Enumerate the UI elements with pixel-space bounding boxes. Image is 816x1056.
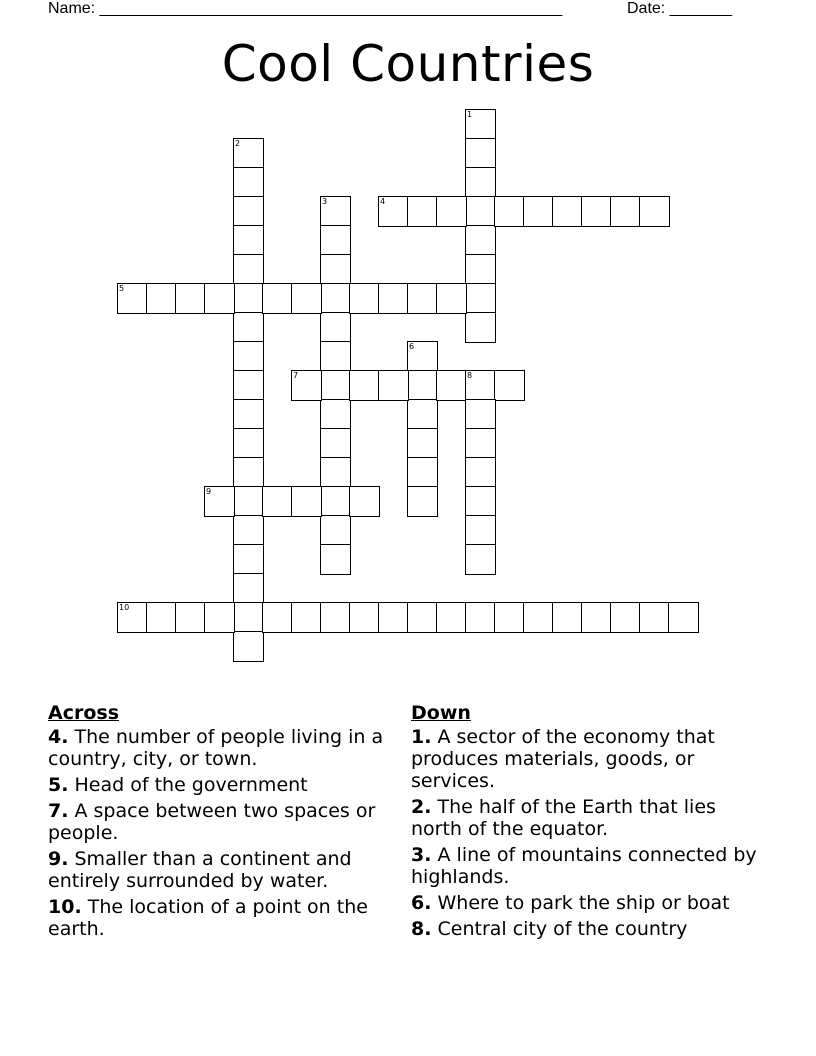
grid-cell[interactable] [204,283,235,314]
grid-cell[interactable] [320,283,351,314]
clue-text: Smaller than a continent and entirely surrounded by water. [48,848,352,892]
clue-across-5 [48,774,393,796]
clue-text: A line of mountains connected by highlands. [411,844,757,888]
cell-number: 10 [119,603,130,612]
date-label[interactable]: Date: _______ [627,0,732,17]
grid-cell[interactable] [436,370,467,401]
grid-cell[interactable] [349,283,380,314]
grid-cell[interactable] [233,486,264,517]
clue-text: A sector of the economy that produces materials, goods, or services. [411,726,715,792]
grid-cell[interactable] [407,602,438,633]
grid-cell[interactable] [494,196,525,227]
grid-cell[interactable] [320,486,351,517]
grid-cell[interactable] [117,283,148,314]
clue-number: 2. [411,796,432,818]
grid-cell[interactable] [233,341,264,372]
grid-cell[interactable] [668,602,699,633]
grid-cell[interactable] [291,602,322,633]
clue-down-3 [411,844,766,888]
grid-cell[interactable] [349,370,380,401]
grid-cell[interactable] [436,196,467,227]
grid-cell[interactable] [378,370,409,401]
grid-cell[interactable] [291,486,322,517]
grid-cell[interactable] [291,370,322,401]
clue-text: A space between two spaces or people. [48,800,376,844]
grid-cell[interactable] [378,283,409,314]
grid-cell[interactable] [320,544,351,575]
across-heading: Across [48,702,120,724]
grid-cell[interactable] [378,602,409,633]
grid-cell[interactable] [465,109,496,140]
grid-cell[interactable] [320,602,351,633]
down-clues [411,702,766,944]
grid-cell[interactable] [233,254,264,285]
grid-cell[interactable] [465,283,496,314]
clue-number: 8. [411,918,432,940]
grid-cell[interactable] [233,370,264,401]
grid-cell[interactable] [436,283,467,314]
grid-cell[interactable] [146,602,177,633]
grid-cell[interactable] [552,196,583,227]
clue-across-4 [48,726,393,770]
grid-cell[interactable] [233,428,264,459]
clue-number: 9. [48,848,69,870]
grid-cell[interactable] [465,167,496,198]
grid-cell[interactable] [233,602,264,633]
grid-cell[interactable] [291,283,322,314]
grid-cell[interactable] [117,602,148,633]
cell-number: 7 [293,371,299,380]
grid-cell[interactable] [320,225,351,256]
grid-cell[interactable] [320,428,351,459]
grid-cell[interactable] [233,196,264,227]
grid-cell[interactable] [175,283,206,314]
grid-cell[interactable] [610,196,641,227]
grid-cell[interactable] [378,196,409,227]
grid-cell[interactable] [465,486,496,517]
grid-cell[interactable] [233,573,264,604]
clue-text: The half of the Earth that lies north of the equator. [411,796,716,840]
grid-cell[interactable] [407,283,438,314]
grid-cell[interactable] [465,544,496,575]
grid-cell[interactable] [465,515,496,546]
clue-down-1 [411,726,766,792]
grid-cell[interactable] [262,486,293,517]
grid-cell[interactable] [465,225,496,256]
clue-number: 3. [411,844,432,866]
clue-down-6 [411,892,766,914]
grid-cell[interactable] [320,457,351,488]
clue-across-9 [48,848,393,892]
grid-cell[interactable] [320,341,351,372]
grid-cell[interactable] [233,399,264,430]
grid-cell[interactable] [494,602,525,633]
grid-cell[interactable] [465,254,496,285]
grid-cell[interactable] [320,515,351,546]
grid-cell[interactable] [233,283,264,314]
grid-cell[interactable] [407,399,438,430]
clue-text: The location of a point on the earth. [48,896,368,940]
grid-cell[interactable] [320,370,351,401]
across-clues [48,702,393,944]
clue-across-10 [48,896,393,940]
grid-cell[interactable] [552,602,583,633]
grid-cell[interactable] [262,283,293,314]
grid-cell[interactable] [523,602,554,633]
grid-cell[interactable] [320,399,351,430]
grid-cell[interactable] [204,486,235,517]
grid-cell[interactable] [610,602,641,633]
grid-cell[interactable] [407,428,438,459]
clue-number: 6. [411,892,432,914]
grid-cell[interactable] [639,196,670,227]
clue-text: Head of the government [74,774,308,796]
grid-cell[interactable] [581,196,612,227]
down-heading: Down [411,702,471,724]
grid-cell[interactable] [233,138,264,169]
puzzle-title: Cool Countries [221,35,595,93]
grid-cell[interactable] [465,428,496,459]
grid-cell[interactable] [175,602,206,633]
grid-cell[interactable] [465,312,496,343]
clue-down-8 [411,918,766,940]
clue-text: Central city of the country [437,918,688,940]
grid-cell[interactable] [233,631,264,662]
grid-cell[interactable] [349,602,380,633]
cell-number: 2 [235,139,241,148]
grid-cell[interactable] [465,399,496,430]
grid-cell[interactable] [204,602,235,633]
cell-number: 4 [380,197,386,206]
grid-cell[interactable] [146,283,177,314]
clue-text: Where to park the ship or boat [437,892,730,914]
grid-cell[interactable] [465,370,496,401]
cell-number: 6 [409,342,415,351]
grid-cell[interactable] [581,602,612,633]
clue-across-7 [48,800,393,844]
grid-cell[interactable] [262,602,293,633]
grid-cell[interactable] [320,312,351,343]
clue-number: 10. [48,896,82,918]
cell-number: 3 [322,197,328,206]
grid-cell[interactable] [465,457,496,488]
grid-cell[interactable] [465,602,496,633]
grid-cell[interactable] [233,457,264,488]
grid-cell[interactable] [494,370,525,401]
clue-number: 4. [48,726,69,748]
grid-cell[interactable] [465,138,496,169]
grid-cell[interactable] [465,196,496,227]
grid-cell[interactable] [320,196,351,227]
clue-text: The number of people living in a country, city, or town. [48,726,384,770]
grid-cell[interactable] [407,370,438,401]
grid-cell[interactable] [233,312,264,343]
cell-number: 5 [119,284,125,293]
clue-down-2 [411,796,766,840]
clue-number: 7. [48,800,69,822]
grid-cell[interactable] [407,196,438,227]
grid-cell[interactable] [523,196,554,227]
clue-number: 1. [411,726,432,748]
grid-cell[interactable] [233,225,264,256]
grid-cell[interactable] [436,602,467,633]
grid-cell[interactable] [233,544,264,575]
grid-cell[interactable] [407,457,438,488]
cell-number: 8 [467,371,473,380]
grid-cell[interactable] [407,341,438,372]
grid-cell[interactable] [349,486,380,517]
clue-number: 5. [48,774,69,796]
grid-cell[interactable] [320,254,351,285]
name-label[interactable]: Name: ____________________________________________________ [48,0,563,17]
grid-cell[interactable] [407,486,438,517]
grid-cell[interactable] [233,167,264,198]
grid-cell[interactable] [639,602,670,633]
cell-number: 9 [206,487,212,496]
cell-number: 1 [467,110,473,119]
grid-cell[interactable] [233,515,264,546]
